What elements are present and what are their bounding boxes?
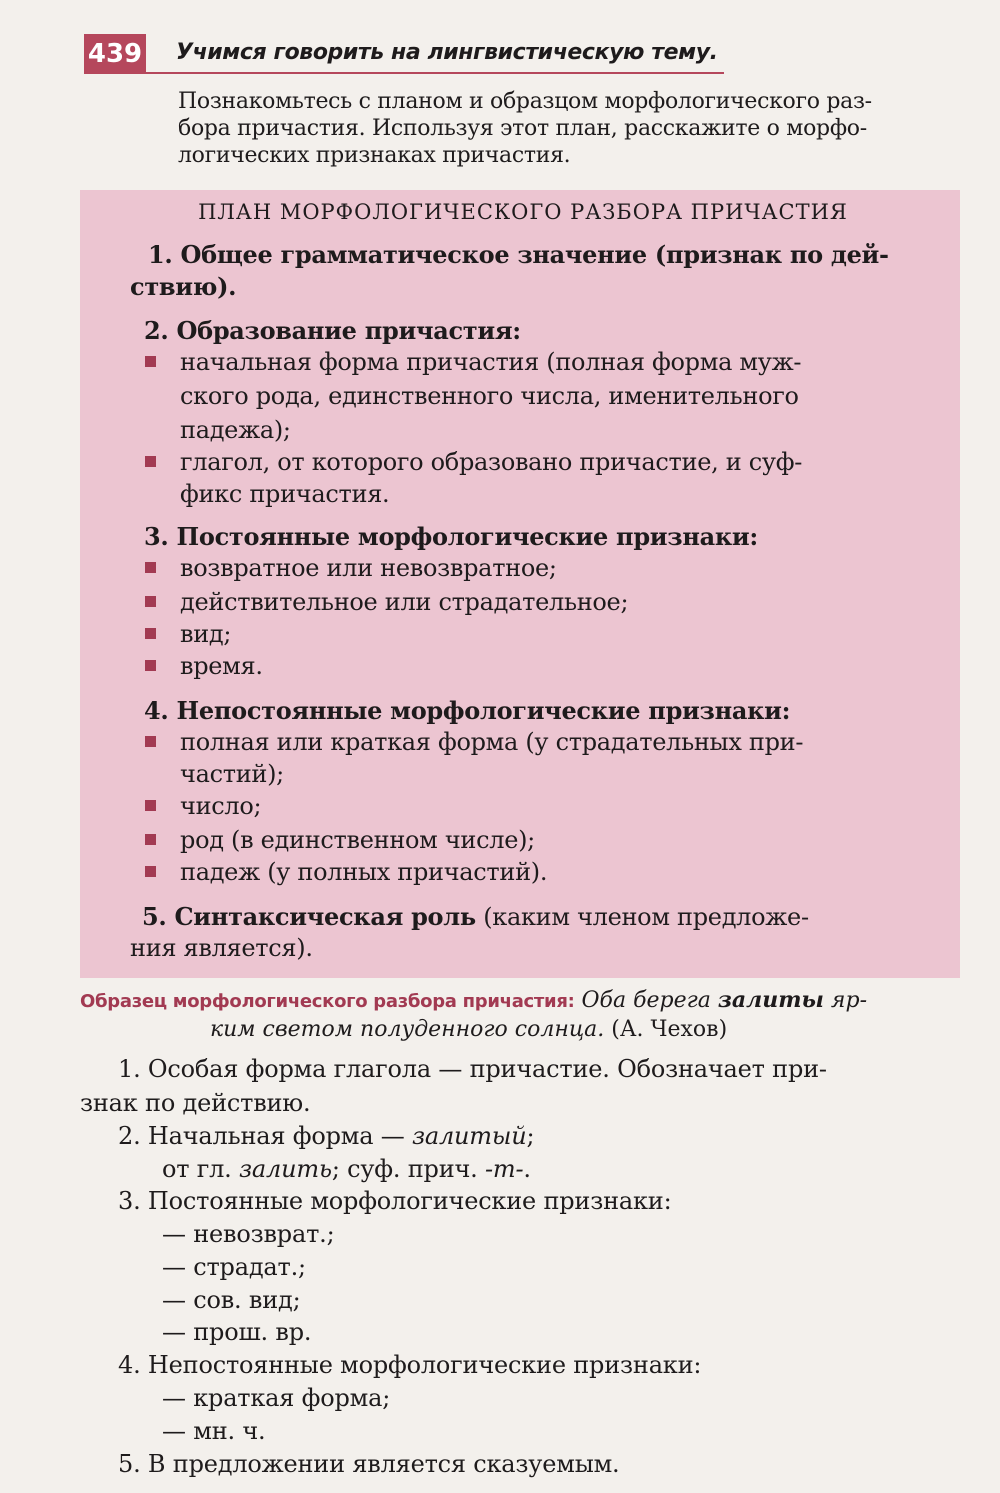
plan-box <box>80 190 960 978</box>
intro-line: бора причастия. Используя этот план, расскажите о морфо- <box>178 116 867 141</box>
plan-sub-item: начальная форма причастия (полная форма муж- <box>180 348 802 376</box>
plan-sub-item: вид; <box>180 620 232 648</box>
plan-sub-item: род (в единственном числе); <box>180 826 535 854</box>
plan-item-5-bold: 5. Синтаксическая роль <box>142 902 476 931</box>
caption-quote-bold: залиты <box>717 987 824 1013</box>
sample-text: от гл. <box>162 1155 240 1183</box>
sample-italic: залить <box>239 1155 332 1183</box>
bullet-icon <box>145 660 156 671</box>
caption-quote: яр- <box>823 988 868 1013</box>
caption-line <box>80 986 960 1016</box>
plan-item-1-cont: ствию). <box>130 272 237 301</box>
sample-text: ; <box>526 1122 535 1150</box>
plan-sub-item: полная или краткая форма (у страдательных при- <box>180 728 804 756</box>
sample-italic: -т- <box>485 1155 524 1183</box>
sample-line <box>118 1122 534 1150</box>
plan-item-3: 3. Постоянные морфологические признаки: <box>144 522 758 551</box>
intro-line: логических признаках причастия. <box>178 143 571 168</box>
sample-line: 5. В предложении является сказуемым. <box>118 1450 620 1478</box>
plan-item-4: 4. Непостоянные морфологические признаки: <box>144 696 791 725</box>
header-rule <box>146 72 724 74</box>
plan-sub-item: число; <box>180 792 262 820</box>
plan-sub-item-cont: фикс причастия. <box>180 480 390 508</box>
plan-sub-item: действительное или страдательное; <box>180 588 629 616</box>
sample-line: знак по действию. <box>80 1089 311 1117</box>
bullet-icon <box>145 456 156 467</box>
plan-sub-item-cont: частий); <box>180 760 284 788</box>
bullet-icon <box>145 628 156 639</box>
sample-text: 2. Начальная форма — <box>118 1122 412 1150</box>
plan-item-5-cont: ния является). <box>130 934 313 962</box>
bullet-icon <box>145 736 156 747</box>
plan-item-5-text: (каким членом предложе- <box>475 903 809 931</box>
caption-line <box>80 1016 960 1044</box>
bullet-icon <box>145 800 156 811</box>
bullet-icon <box>145 356 156 367</box>
plan-sub-item: время. <box>180 652 263 680</box>
caption-quote: ким светом полуденного солнца. <box>210 1017 605 1042</box>
sample-italic: залитый <box>411 1122 527 1150</box>
sample-line: — сов. вид; <box>162 1286 301 1314</box>
plan-sub-item: глагол, от которого образовано причастие, и суф- <box>180 448 803 476</box>
plan-sub-item-cont: падежа); <box>180 416 291 444</box>
task-number: 439 <box>84 34 146 74</box>
intro-line: Познакомьтесь с планом и образцом морфологического раз- <box>178 89 872 114</box>
sample-line: — страдат.; <box>162 1253 306 1281</box>
plan-item-2: 2. Образование причастия: <box>144 316 521 345</box>
sample-text: . <box>523 1155 531 1183</box>
sample-text: ; суф. прич. <box>331 1155 486 1183</box>
sample-line <box>162 1155 531 1183</box>
caption-quote: Оба берега <box>574 988 718 1013</box>
caption-author: (А. Чехов) <box>604 1017 728 1042</box>
sample-line: 3. Постоянные морфологические признаки: <box>118 1187 672 1215</box>
plan-title: ПЛАН МОРФОЛОГИЧЕСКОГО РАЗБОРА ПРИЧАСТИЯ <box>198 200 848 224</box>
sample-caption <box>80 986 960 1044</box>
plan-sub-item: возвратное или невозвратное; <box>180 554 557 582</box>
plan-sub-item-cont: ского рода, единственного числа, именительного <box>180 382 799 410</box>
sample-line: 1. Особая форма глагола — причастие. Обозначает при- <box>118 1055 827 1083</box>
plan-sub-item: падеж (у полных причастий). <box>180 858 548 886</box>
sample-line: — мн. ч. <box>162 1417 266 1445</box>
bullet-icon <box>145 596 156 607</box>
sample-line: 4. Непостоянные морфологические признаки: <box>118 1351 702 1379</box>
sample-line: — прош. вр. <box>162 1318 312 1346</box>
plan-item-5 <box>142 902 809 931</box>
task-instructions <box>178 88 960 169</box>
sample-line: — невозврат.; <box>162 1220 335 1248</box>
caption-label: Образец морфологического разбора причастия: <box>80 991 575 1012</box>
bullet-icon <box>145 834 156 845</box>
bullet-icon <box>145 866 156 877</box>
task-title: Учимся говорить на лингвистическую тему. <box>176 40 718 65</box>
task-header <box>84 34 724 78</box>
sample-line: — краткая форма; <box>162 1384 391 1412</box>
bullet-icon <box>145 562 156 573</box>
plan-item-1: 1. Общее грамматическое значение (признак по дей- <box>148 240 889 269</box>
